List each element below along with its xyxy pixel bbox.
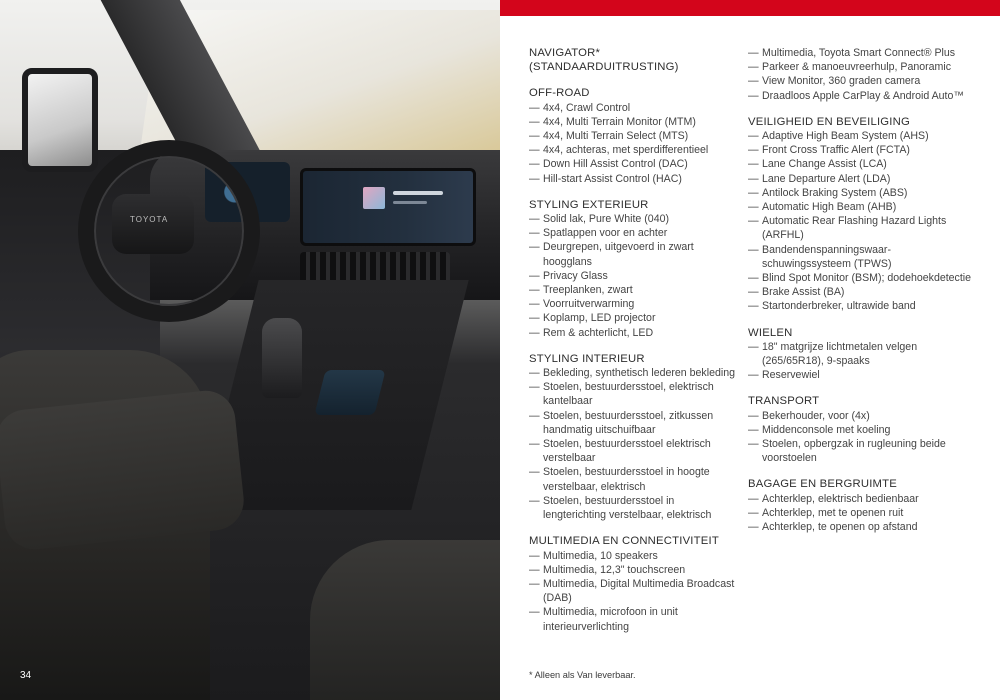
spec-item-text: 4x4, achteras, met sperdifferentieel xyxy=(543,144,709,157)
spec-item xyxy=(748,129,978,143)
spec-item xyxy=(748,172,978,186)
dash-bullet: — xyxy=(529,606,540,619)
spec-section xyxy=(529,534,739,633)
spec-item-text: Front Cross Traffic Alert (FCTA) xyxy=(762,144,910,157)
spec-item-text: Stoelen, bestuurdersstoel in hoogte verstelbaar, elektrisch xyxy=(543,466,710,493)
spec-item-text: 4x4, Multi Terrain Monitor (MTM) xyxy=(543,115,696,128)
dash-bullet: — xyxy=(529,438,540,451)
photo-track-artist xyxy=(393,201,427,204)
spec-item-text: Draadloos Apple CarPlay & Android Auto™ xyxy=(762,89,964,102)
dash-bullet: — xyxy=(748,144,759,157)
section-heading: WIELEN xyxy=(748,326,793,339)
spec-item xyxy=(748,271,978,285)
spec-item xyxy=(748,186,978,200)
spec-item-text: Brake Assist (BA) xyxy=(762,286,845,299)
spec-item-text: Stoelen, opbergzak in rugleuning beide voorstoelen xyxy=(762,438,946,465)
dash-bullet: — xyxy=(529,284,540,297)
spec-item-text: Achterklep, met te openen ruit xyxy=(762,506,904,519)
dash-bullet: — xyxy=(529,381,540,394)
spec-item xyxy=(748,299,978,313)
dash-bullet: — xyxy=(529,172,540,185)
section-heading: OFF-ROAD xyxy=(529,87,590,100)
spec-item xyxy=(529,172,739,186)
dash-bullet: — xyxy=(748,492,759,505)
dash-bullet: — xyxy=(529,130,540,143)
dash-bullet: — xyxy=(529,227,540,240)
dash-bullet: — xyxy=(529,577,540,590)
spec-item-text: 18" matgrijze lichtmetalen velgen (265/65R18), 9-spaaks xyxy=(762,340,918,368)
spec-section xyxy=(529,352,739,522)
dash-bullet: — xyxy=(529,549,540,562)
spec-item-text: Lane Departure Alert (LDA) xyxy=(762,172,891,185)
photo-side-mirror xyxy=(22,68,98,172)
dash-bullet: — xyxy=(529,241,540,254)
spec-item-text: Achterklep, te openen op afstand xyxy=(762,521,918,534)
dash-bullet: — xyxy=(529,494,540,507)
dash-bullet: — xyxy=(529,269,540,282)
dash-bullet: — xyxy=(748,506,759,519)
spec-item xyxy=(529,577,739,605)
dash-bullet: — xyxy=(748,201,759,214)
dash-bullet: — xyxy=(529,213,540,226)
section-heading: VEILIGHEID EN BEVEILIGING xyxy=(748,115,910,128)
spec-item xyxy=(748,423,978,437)
spec-item xyxy=(748,492,978,506)
spec-item-text: Bekerhouder, voor (4x) xyxy=(762,409,870,422)
spec-item-text: Achterklep, elektrisch bedienbaar xyxy=(762,492,919,505)
spec-section xyxy=(529,86,739,185)
spec-item xyxy=(529,101,739,115)
spec-item xyxy=(748,437,978,465)
spec-item-text: Adaptive High Beam System (AHS) xyxy=(762,130,929,143)
spec-item-text: Startonderbreker, ultrawide band xyxy=(762,300,916,313)
spec-item-text: Stoelen, bestuurdersstoel in lengterichting verstelbaar, elektrisch xyxy=(543,494,712,522)
dash-bullet: — xyxy=(748,521,759,534)
spec-item-text: Stoelen, bestuurdersstoel, elektrisch kantelbaar xyxy=(543,381,714,408)
page-number: 34 xyxy=(20,670,32,681)
spec-item xyxy=(748,409,978,423)
spec-item-text: Treeplanken, zwart xyxy=(543,284,633,297)
dash-bullet: — xyxy=(748,286,759,299)
footnote: * Alleen als Van leverbaar. xyxy=(529,670,636,680)
spec-item xyxy=(748,157,978,171)
dash-bullet: — xyxy=(748,423,759,436)
dash-bullet: — xyxy=(529,409,540,422)
dash-bullet: — xyxy=(748,243,759,256)
accent-bar xyxy=(500,0,1000,16)
spec-item-text: Blind Spot Monitor (BSM); dodehoekdetectie xyxy=(762,272,972,285)
photo-track-title xyxy=(393,191,443,195)
spec-section xyxy=(748,394,978,465)
dash-bullet: — xyxy=(748,300,759,313)
section-heading: TRANSPORT xyxy=(748,395,820,408)
spec-item xyxy=(529,380,739,408)
spec-item-text: Multimedia, 12,3" touchscreen xyxy=(543,563,686,576)
spec-item xyxy=(529,269,739,283)
spec-item-text: Stoelen, bestuurdersstoel, zitkussen handmatig uitschuifbaar xyxy=(543,409,714,436)
spec-item xyxy=(748,340,978,368)
spec-item xyxy=(748,520,978,534)
photo-wireless-charging-pad xyxy=(314,370,385,415)
section-heading: MULTIMEDIA EN CONNECTIVITEIT xyxy=(529,535,719,548)
spec-item-text: Multimedia, microfoon in unit interieurverlichting xyxy=(543,606,678,633)
spec-item xyxy=(529,409,739,437)
steering-logo: TOYOTA xyxy=(130,215,169,224)
spec-item-text: Bandendenspanningswaar-schuwingssysteem (TPWS) xyxy=(762,243,892,270)
spec-item xyxy=(748,200,978,214)
dash-bullet: — xyxy=(748,272,759,285)
spec-column-left xyxy=(529,46,739,634)
spec-item xyxy=(529,465,739,493)
spec-item-text: Parkeer & manoeuvreerhulp, Panoramic xyxy=(762,61,952,74)
spec-item-text: 4x4, Crawl Control xyxy=(543,101,631,114)
spec-item xyxy=(529,494,739,522)
spec-item-text: Rem & achterlicht, LED xyxy=(543,326,654,339)
spec-section xyxy=(529,46,739,74)
spec-item xyxy=(529,157,739,171)
spec-item-text: Automatic High Beam (AHB) xyxy=(762,201,897,214)
dash-bullet: — xyxy=(529,144,540,157)
spec-item-text: Spatlappen voor en achter xyxy=(543,227,668,240)
dash-bullet: — xyxy=(748,61,759,74)
spec-item xyxy=(529,115,739,129)
dash-bullet: — xyxy=(748,186,759,199)
spec-item-text: Hill-start Assist Control (HAC) xyxy=(543,172,682,185)
section-heading: BAGAGE EN BERGRUIMTE xyxy=(748,478,898,491)
dash-bullet: — xyxy=(529,115,540,128)
spec-item xyxy=(529,240,739,268)
spec-item-text: Bekleding, synthetisch lederen bekleding xyxy=(543,367,735,380)
spec-item xyxy=(748,285,978,299)
section-heading: STYLING EXTERIEUR xyxy=(529,198,649,211)
spec-item xyxy=(529,226,739,240)
spec-item-text: Antilock Braking System (ABS) xyxy=(762,186,908,199)
spec-item xyxy=(748,143,978,157)
spec-item xyxy=(748,60,978,74)
dash-bullet: — xyxy=(529,158,540,171)
spec-item-text: Down Hill Assist Control (DAC) xyxy=(543,158,688,171)
spec-item-text: 4x4, Multi Terrain Select (MTS) xyxy=(543,130,689,143)
spec-item-text: Deurgrepen, uitgevoerd in zwart hoogglans xyxy=(543,241,694,268)
spec-item xyxy=(748,506,978,520)
spec-item xyxy=(748,214,978,242)
dash-bullet: — xyxy=(529,367,540,380)
spec-item-text: View Monitor, 360 graden camera xyxy=(762,75,921,88)
dash-bullet: — xyxy=(748,409,759,422)
dash-bullet: — xyxy=(748,369,759,382)
dash-bullet: — xyxy=(748,130,759,143)
spec-section xyxy=(529,198,739,340)
photo-armrest xyxy=(0,388,247,552)
spec-item-text: Multimedia, Digital Multimedia Broadcast (DAB) xyxy=(543,577,735,605)
dash-bullet: — xyxy=(748,158,759,171)
dash-bullet: — xyxy=(529,312,540,325)
dash-bullet: — xyxy=(748,75,759,88)
spec-item xyxy=(748,368,978,382)
spec-column-right xyxy=(748,46,978,534)
spec-item-text: Lane Change Assist (LCA) xyxy=(762,158,887,171)
spec-section xyxy=(748,326,978,383)
photo-steering-hub xyxy=(112,194,194,254)
spec-item-text: Privacy Glass xyxy=(543,269,608,282)
spec-item xyxy=(529,605,739,633)
spec-section xyxy=(748,115,978,314)
spec-item-text: Multimedia, 10 speakers xyxy=(543,549,658,562)
dash-bullet: — xyxy=(748,340,759,353)
spec-item xyxy=(529,437,739,465)
spec-item xyxy=(748,74,978,88)
spec-item-text: Koplamp, LED projector xyxy=(543,312,656,325)
spec-item xyxy=(748,243,978,271)
spec-section xyxy=(748,46,978,103)
dash-bullet: — xyxy=(748,89,759,102)
spec-item xyxy=(748,46,978,60)
section-heading: STYLING INTERIEUR xyxy=(529,352,645,365)
spec-item xyxy=(529,563,739,577)
spec-item xyxy=(529,311,739,325)
spec-item xyxy=(529,129,739,143)
dash-bullet: — xyxy=(529,466,540,479)
spec-item-text: Stoelen, bestuurdersstoel elektrisch verstelbaar xyxy=(543,438,711,465)
section-heading: NAVIGATOR* (STANDAARDUITRUSTING) xyxy=(529,47,679,74)
photo-gear-shifter xyxy=(262,318,302,398)
dash-bullet: — xyxy=(529,298,540,311)
spec-item-text: Middenconsole met koeling xyxy=(762,423,891,436)
spec-item-text: Reservewiel xyxy=(762,369,820,382)
dash-bullet: — xyxy=(748,215,759,228)
dash-bullet: — xyxy=(529,563,540,576)
spec-item-text: Solid lak, Pure White (040) xyxy=(543,213,670,226)
spec-item-text: Voorruitverwarming xyxy=(543,298,635,311)
dash-bullet: — xyxy=(748,438,759,451)
dash-bullet: — xyxy=(748,47,759,59)
spec-item xyxy=(529,297,739,311)
spec-section xyxy=(748,477,978,534)
photo-album-art xyxy=(363,187,385,209)
spec-item-text: Automatic Rear Flashing Hazard Lights (ARFHL) xyxy=(762,215,947,242)
spec-item xyxy=(529,212,739,226)
spec-item xyxy=(529,326,739,340)
photo-passenger-seat xyxy=(310,540,500,700)
spec-item xyxy=(529,366,739,380)
spec-item-text: Multimedia, Toyota Smart Connect® Plus xyxy=(762,47,956,59)
spec-item xyxy=(529,143,739,157)
dash-bullet: — xyxy=(529,101,540,114)
dash-bullet: — xyxy=(529,326,540,339)
photo-infotainment-screen xyxy=(300,168,476,246)
spec-item xyxy=(529,549,739,563)
spec-item xyxy=(748,89,978,103)
dash-bullet: — xyxy=(748,172,759,185)
spec-item xyxy=(529,283,739,297)
